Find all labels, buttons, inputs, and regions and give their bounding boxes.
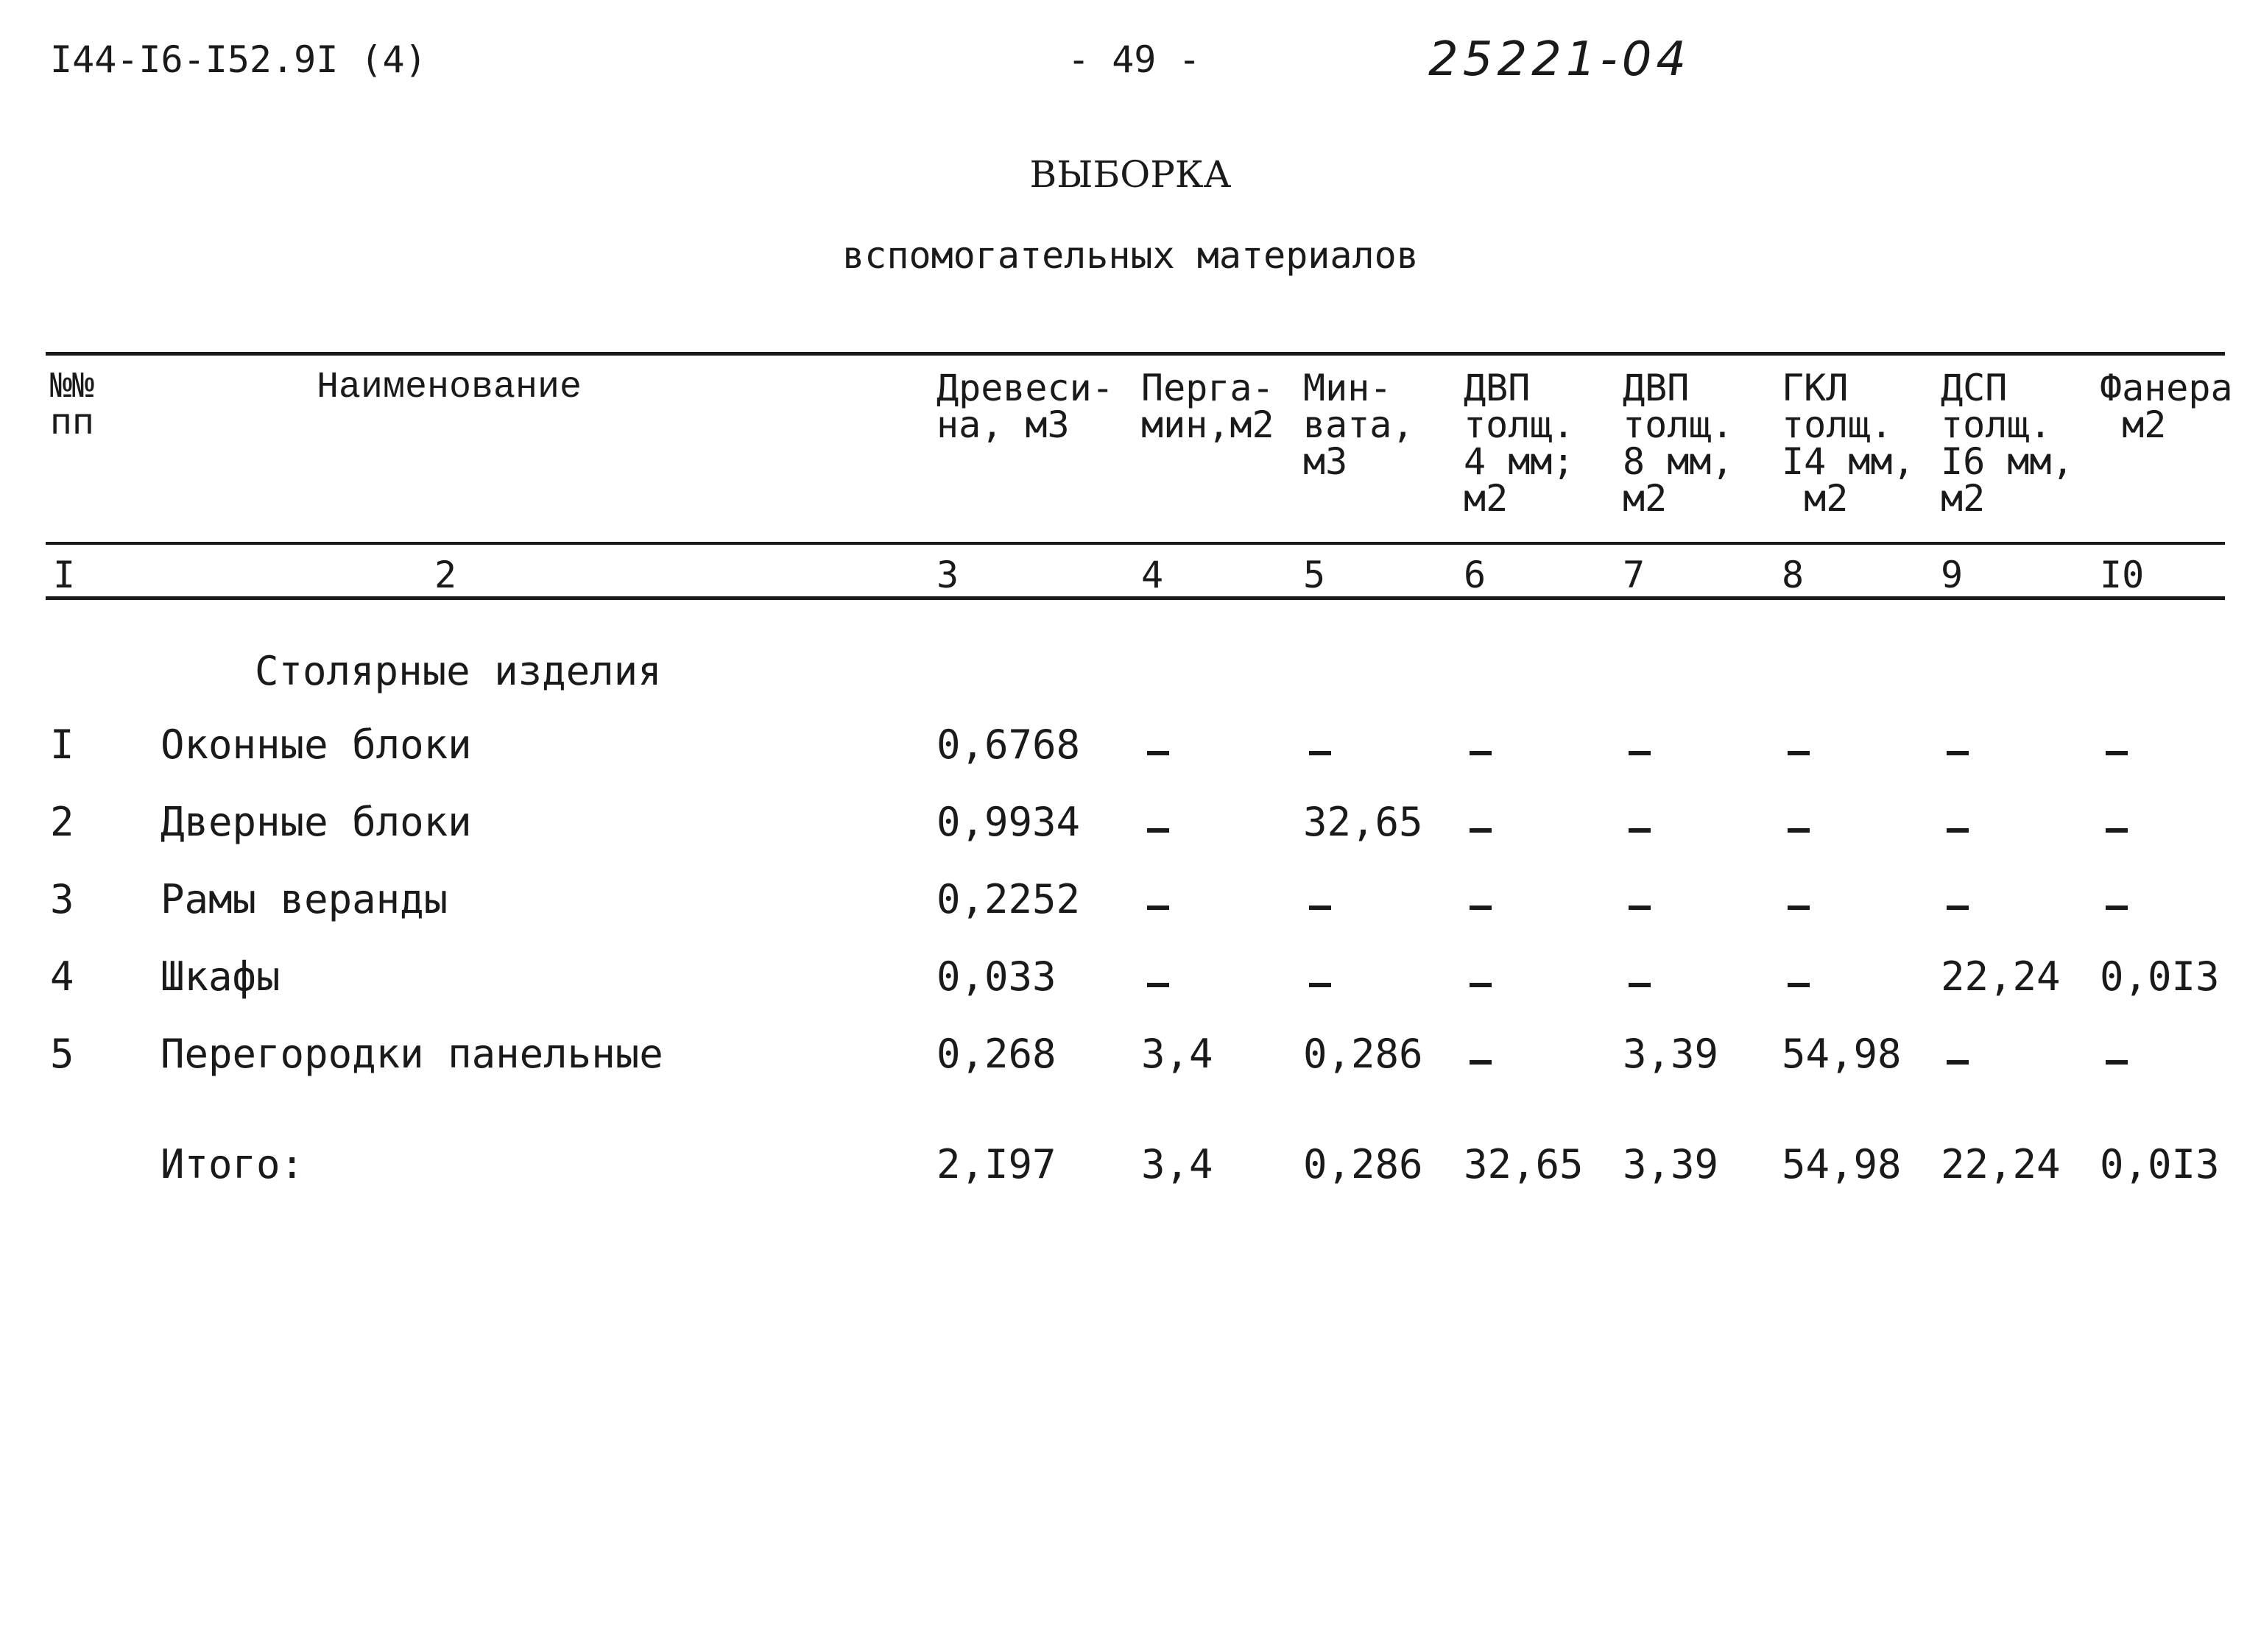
empty-value-dash — [1788, 751, 1810, 755]
empty-value-dash — [1788, 983, 1810, 987]
empty-value-dash — [2106, 751, 2128, 755]
row-name: Перегородки панельные — [161, 1031, 663, 1077]
table-cell: 0,2252 — [937, 876, 1081, 922]
row-name: Оконные блоки — [161, 721, 472, 768]
table-cell: 3,39 — [1623, 1031, 1719, 1077]
empty-value-dash — [1309, 751, 1331, 755]
row-number: 5 — [50, 1031, 74, 1077]
page-title: ВЫБОРКА — [1029, 153, 1232, 196]
table-cell: 3,4 — [1141, 1031, 1213, 1077]
table-cell: 0,268 — [937, 1031, 1057, 1077]
column-header: Перга- мин,м2 — [1141, 367, 1274, 446]
row-name: Рамы веранды — [161, 876, 448, 922]
empty-value-dash — [1470, 828, 1492, 833]
empty-value-dash — [1470, 751, 1492, 755]
table-cell: 54,98 — [1782, 1031, 1902, 1077]
column-number: I0 — [2100, 554, 2145, 596]
column-header: ДСП толщ. I6 мм, м2 — [1941, 367, 2074, 520]
empty-value-dash — [1147, 983, 1169, 987]
column-header: №№ пп — [50, 367, 95, 445]
section-heading: Столярные изделия — [255, 648, 662, 694]
column-header: ДВП толщ. 4 мм; м2 — [1464, 367, 1575, 520]
table-cell: 54,98 — [1782, 1141, 1902, 1187]
page-number: - 49 - — [1068, 38, 1201, 81]
table-cell: 3,4 — [1141, 1141, 1213, 1187]
empty-value-dash — [1629, 983, 1651, 987]
empty-value-dash — [1147, 906, 1169, 910]
empty-value-dash — [1629, 828, 1651, 833]
empty-value-dash — [1947, 906, 1969, 910]
empty-value-dash — [1947, 828, 1969, 833]
table-cell: 32,65 — [1464, 1141, 1584, 1187]
empty-value-dash — [1947, 1060, 1969, 1065]
row-number: 2 — [50, 799, 74, 845]
empty-value-dash — [1309, 983, 1331, 987]
inventory-number: 25221-04 — [1428, 32, 1691, 87]
table-cell: 0,286 — [1303, 1141, 1423, 1187]
column-number: 7 — [1623, 554, 1646, 596]
table-top-rule — [46, 352, 2225, 356]
table-cell: 0,9934 — [937, 799, 1081, 845]
table-cell: 3,39 — [1623, 1141, 1719, 1187]
empty-value-dash — [1470, 1060, 1492, 1065]
empty-value-dash — [1309, 906, 1331, 910]
row-number: 4 — [50, 953, 74, 1000]
column-header: Мин- вата, м3 — [1303, 367, 1414, 483]
column-header: ДВП толщ. 8 мм, м2 — [1623, 367, 1734, 520]
column-number: 9 — [1941, 554, 1964, 596]
column-number: 4 — [1141, 554, 1164, 596]
column-header: ГКЛ толщ. I4 мм, м2 — [1782, 367, 1915, 520]
empty-value-dash — [1470, 906, 1492, 910]
column-header: Наименование — [317, 367, 582, 409]
table-cell: 0,033 — [937, 953, 1057, 1000]
table-cell: 0,286 — [1303, 1031, 1423, 1077]
page-subtitle: вспомогательных материалов — [842, 234, 1419, 277]
empty-value-dash — [1629, 906, 1651, 910]
empty-value-dash — [2106, 828, 2128, 833]
column-number: 5 — [1303, 554, 1326, 596]
table-cell: 0,0I3 — [2100, 953, 2220, 1000]
table-cell: 2,I97 — [937, 1141, 1057, 1187]
empty-value-dash — [2106, 1060, 2128, 1065]
total-label: Итого: — [161, 1141, 305, 1187]
column-number: I — [53, 554, 76, 596]
empty-value-dash — [1470, 983, 1492, 987]
column-number: 6 — [1464, 554, 1486, 596]
column-header: Древеси- на, м3 — [937, 367, 1114, 446]
empty-value-dash — [1147, 828, 1169, 833]
column-number: 8 — [1782, 554, 1805, 596]
row-name: Шкафы — [161, 953, 281, 1000]
table-cell: 0,0I3 — [2100, 1141, 2220, 1187]
empty-value-dash — [1788, 906, 1810, 910]
header-bottom-rule — [46, 542, 2225, 545]
table-cell: 22,24 — [1941, 1141, 2061, 1187]
empty-value-dash — [1947, 751, 1969, 755]
column-numbers-rule — [46, 596, 2225, 600]
empty-value-dash — [1147, 751, 1169, 755]
empty-value-dash — [1788, 828, 1810, 833]
column-number: 2 — [434, 554, 457, 596]
empty-value-dash — [2106, 906, 2128, 910]
table-cell: 22,24 — [1941, 953, 2061, 1000]
document-code: I44-I6-I52.9I (4) — [50, 38, 427, 81]
table-cell: 0,6768 — [937, 721, 1081, 768]
column-number: 3 — [937, 554, 959, 596]
table-cell: 32,65 — [1303, 799, 1423, 845]
empty-value-dash — [1629, 751, 1651, 755]
row-number: I — [50, 721, 74, 768]
row-name: Дверные блоки — [161, 799, 472, 845]
column-header: Фанера м2 — [2100, 367, 2233, 446]
row-number: 3 — [50, 876, 74, 922]
